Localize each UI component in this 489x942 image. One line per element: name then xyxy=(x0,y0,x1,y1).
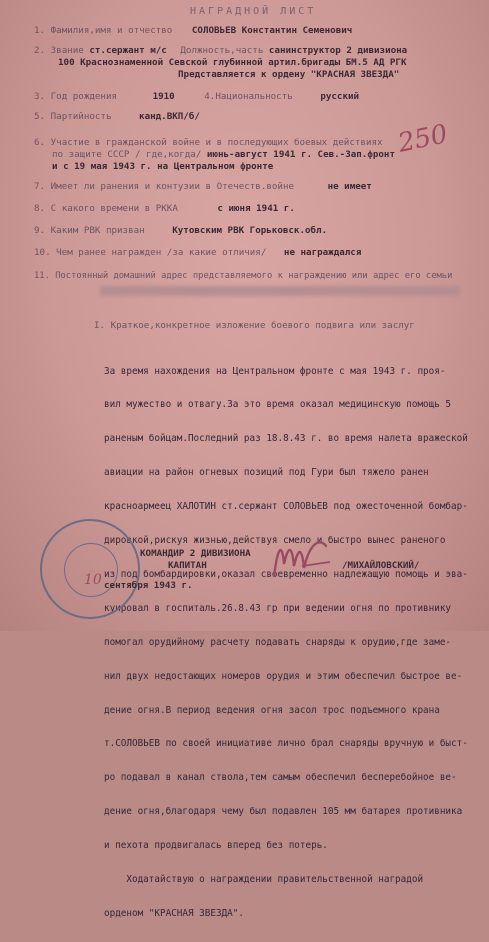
narrative-line: т.СОЛОВЬЕВ по своей инициативе лично брал снаряды вручную и быст- xyxy=(104,738,468,750)
field-label: Постоянный домашний адрес представляемого к награждению или адрес его семьи xyxy=(55,271,453,281)
field-label-2: 4.Национальность xyxy=(204,91,293,102)
signature-rank: КАПИТАН xyxy=(168,560,207,571)
field-value: СОЛОВЬЕВ Константин Семенович xyxy=(191,25,353,36)
field-value-2: русский xyxy=(320,91,360,102)
field-party-row xyxy=(34,111,200,122)
field-combat-row xyxy=(34,137,383,148)
field-num: 5. xyxy=(34,111,46,122)
field-num: 10. xyxy=(34,247,51,258)
field-label: Имеет ли ранения и контузии в Отечеств.войне xyxy=(50,181,295,192)
field-rank-row xyxy=(34,45,407,56)
field-label: Каким РВК призван xyxy=(50,225,145,236)
field-label: Фамилия,имя и отчество xyxy=(50,25,173,36)
field-label: Звание xyxy=(50,45,84,56)
narrative-line: За время нахождения на Центральном фронте с мая 1943 г. проя- xyxy=(104,365,446,377)
field-value: не награждался xyxy=(283,247,362,258)
field-num: 3. xyxy=(34,91,46,102)
narrative-line: дировкой,рискуя жизнью,действуя смело и быстро вынес раненого xyxy=(104,535,446,547)
field-value: канд.ВКП/б/ xyxy=(139,111,200,122)
field-num: 6. xyxy=(34,137,46,148)
field-num: 1. xyxy=(34,25,46,36)
field-name-row xyxy=(34,25,352,36)
handwritten-number: 250 xyxy=(395,119,451,159)
narrative-line: ро подавал в канал ствола,тем самым обеспечил бесперебойное ве- xyxy=(104,772,457,784)
narrative-line: авиации на район огневых позиций под Гури был тяжело ранен xyxy=(104,467,429,479)
redacted-address xyxy=(100,286,460,296)
field-birth-year-row xyxy=(34,91,359,102)
date-day-handwritten: 10 xyxy=(84,572,102,588)
narrative-line: Ходатайствую о награждении правительственной наградой xyxy=(104,873,424,885)
narrative-line: раненым бойцам.Последний раз 18.8.43 г. во время налета вражеской xyxy=(104,433,468,445)
narrative-line: дение огня,благодаря чему был подавлен 105 мм батарея противника xyxy=(104,806,463,818)
field-label: Участие в гражданской войне и в последующих боевых действиях xyxy=(50,137,383,148)
field-value: Кутовским РВК Горьковск.обл. xyxy=(172,225,328,236)
field-label: С какого времени в РККА xyxy=(50,203,178,214)
field-label: по защите СССР / где,когда/ xyxy=(52,149,202,160)
signature-position: КОМАНДИР 2 ДИВИЗИОНА xyxy=(140,548,251,559)
field-value: не имеет xyxy=(327,181,372,192)
narrative-line: красноармеец ХАЛОТИН ст.сержант СОЛОВЬЕВ под ожесточенной бомбар- xyxy=(104,501,468,513)
field-previous-awards-row xyxy=(34,247,361,258)
field-num: 7. xyxy=(34,181,46,192)
field-label-2: Должность,часть xyxy=(180,45,264,56)
field-service-start-row xyxy=(34,203,295,214)
narrative-line: и пехота продвигалась вперед без потерь. xyxy=(104,840,328,852)
field-value: 1910 xyxy=(152,91,175,102)
narrative-line: нил двух недостающих номеров орудия и этим обеспечил быстрое ве- xyxy=(104,670,463,682)
field-num: 8. xyxy=(34,203,46,214)
field-combat-row-2 xyxy=(52,149,395,160)
document-title: НАГРАДНОЙ ЛИСТ xyxy=(190,6,317,17)
field-value-2: санинструктор 2 дивизиона xyxy=(268,45,408,56)
field-num: 2. xyxy=(34,45,46,56)
narrative-line: дение огня.В период ведения огня засол трос подъемного крана xyxy=(104,704,440,716)
field-num: 11. xyxy=(34,271,50,281)
narrative-line: орденом "КРАСНАЯ ЗВЕЗДА". xyxy=(104,907,244,919)
field-label: Партийность xyxy=(50,111,112,122)
field-draft-office-row xyxy=(34,225,327,236)
narrative-line: вил мужество и отвагу.За это время оказал медицинскую помощь 5 xyxy=(104,399,452,411)
field-value: июнь-август 1941 г. Сев.-Зап.фронт xyxy=(206,149,395,160)
field-combat-row-3: и с 19 мая 1943 г. на Центральном фронте xyxy=(52,161,274,172)
field-label: Год рождения xyxy=(50,91,118,102)
official-stamp xyxy=(40,519,140,619)
signature-name: /МИХАЙЛОВСКИЙ/ xyxy=(342,560,420,571)
field-label: Чем ранее награжден /за какие отличия/ xyxy=(56,247,267,258)
handwritten-signature xyxy=(268,536,338,586)
narrative-line: куировал в госпиталь.26.8.43 гр при ведении огня по противнику xyxy=(104,602,452,614)
narrative-line: из под бомбардировки,оказал своевременно надлежащую помощь и эва- xyxy=(104,568,468,580)
signature-date: сентября 1943 г. xyxy=(104,580,193,591)
section-title: I. Краткое,конкретное изложение боевого подвига или заслуг xyxy=(94,320,415,331)
field-unit-row: 100 Краснознаменной Севской глубинной артил.бригады БМ.5 АД РГК xyxy=(58,57,407,68)
narrative-text xyxy=(104,343,468,942)
field-value: ст.сержант м/с xyxy=(89,45,167,56)
field-wounds-row xyxy=(34,181,372,192)
narrative-line: помогал орудийному расчету подавать снаряды к орудию,где заме- xyxy=(104,636,452,648)
field-address-row xyxy=(34,271,452,282)
field-nomination-row: Представляется к ордену "КРАСНАЯ ЗВЕЗДА" xyxy=(178,69,400,80)
field-num: 9. xyxy=(34,225,46,236)
field-value: с июня 1941 г. xyxy=(217,203,295,214)
